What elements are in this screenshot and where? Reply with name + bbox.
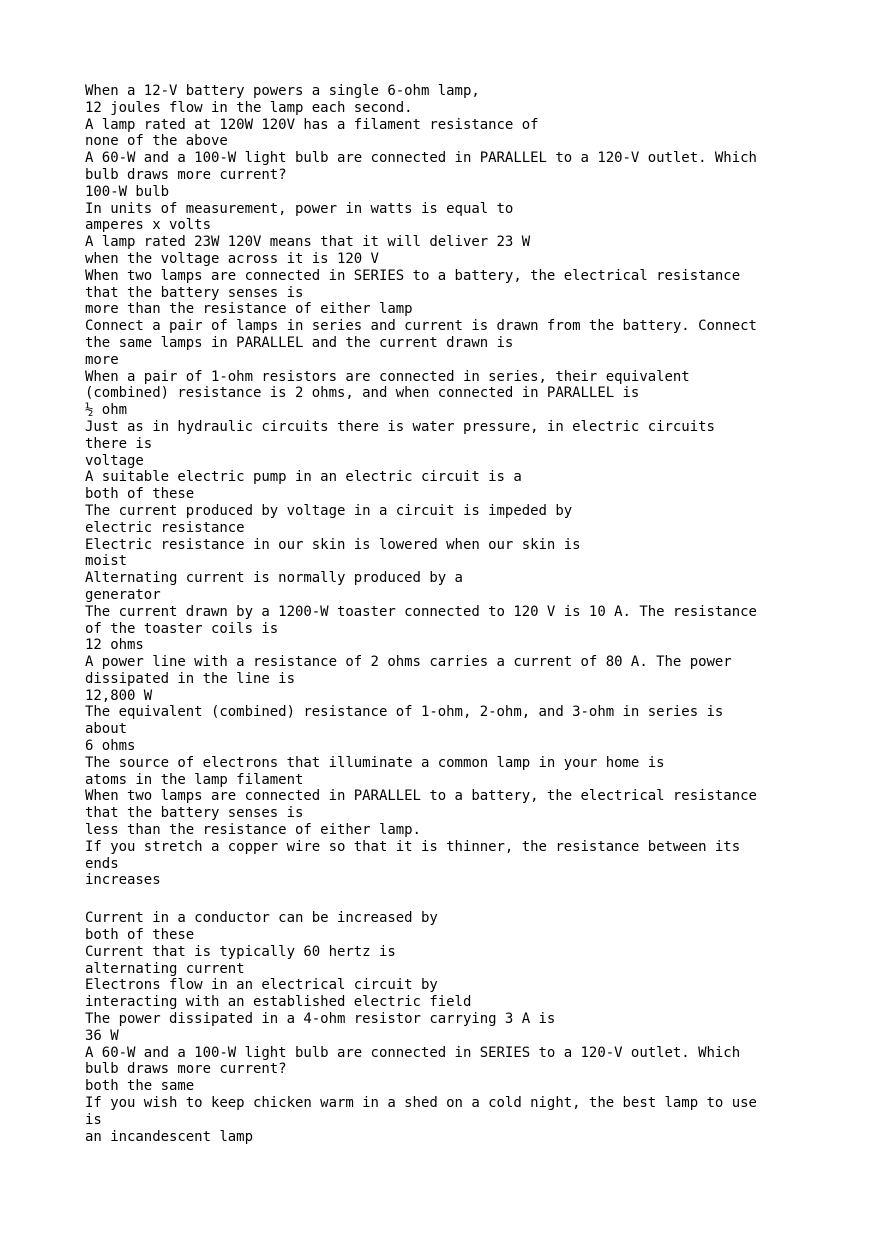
text-line: an incandescent lamp [85, 1128, 253, 1145]
text-line: A suitable electric pump in an electric circuit is a [85, 469, 522, 486]
text-line: Electric resistance in our skin is lowered when our skin is [85, 536, 581, 553]
text-line: A 60-W and a 100-W light bulb are connected in SERIES to a 120-V outlet. Which [85, 1044, 741, 1061]
text-line: interacting with an established electric field [85, 994, 472, 1011]
text-line: generator [85, 586, 161, 603]
text-line: atoms in the lamp filament [85, 771, 304, 788]
text-line: there is [85, 435, 153, 452]
qa-section-2 [85, 910, 805, 1145]
text-line: increases [85, 872, 161, 889]
text-line: Just as in hydraulic circuits there is water pressure, in electric circuits [85, 418, 715, 435]
text-line: In units of measurement, power in watts is equal to [85, 200, 514, 217]
text-line: bulb draws more current? [85, 1061, 287, 1078]
text-line: both of these [85, 486, 195, 503]
text-line: The source of electrons that illuminate a common lamp in your home is [85, 754, 665, 771]
text-line: A lamp rated 23W 120V means that it will deliver 23 W [85, 234, 531, 251]
text-line: dissipated in the line is [85, 670, 295, 687]
text-line: The power dissipated in a 4-ohm resistor carrying 3 A is [85, 1011, 556, 1028]
text-line: (combined) resistance is 2 ohms, and when connected in PARALLEL is [85, 385, 640, 402]
text-line: When two lamps are connected in PARALLEL to a battery, the electrical resistance [85, 788, 757, 805]
text-line: If you wish to keep chicken warm in a shed on a cold night, the best lamp to use [85, 1095, 757, 1112]
text-line: Current that is typically 60 hertz is [85, 943, 396, 960]
text-line: moist [85, 553, 127, 570]
text-line: Current in a conductor can be increased by [85, 910, 438, 927]
text-line: 12,800 W [85, 687, 153, 704]
text-line: The equivalent (combined) resistance of 1-ohm, 2-ohm, and 3-ohm in series is [85, 704, 724, 721]
text-line: The current produced by voltage in a circuit is impeded by [85, 502, 573, 519]
text-line: The current drawn by a 1200-W toaster connected to 120 V is 10 A. The resistance [85, 603, 757, 620]
text-line: less than the resistance of either lamp. [85, 822, 421, 839]
text-line: voltage [85, 452, 144, 469]
section-gap [85, 889, 805, 910]
text-line: When a pair of 1-ohm resistors are connected in series, their equivalent [85, 368, 690, 385]
text-line: about [85, 721, 127, 738]
qa-section-1 [85, 83, 805, 889]
text-line: that the battery senses is [85, 805, 304, 822]
text-line: 12 joules flow in the lamp each second. [85, 99, 413, 116]
text-line: 6 ohms [85, 738, 136, 755]
text-line: A power line with a resistance of 2 ohms carries a current of 80 A. The power [85, 654, 732, 671]
text-line: both of these [85, 927, 195, 944]
text-line: none of the above [85, 133, 228, 150]
text-line: bulb draws more current? [85, 166, 287, 183]
text-line: A 60-W and a 100-W light bulb are connected in PARALLEL to a 120-V outlet. Which [85, 150, 757, 167]
text-line: alternating current [85, 960, 245, 977]
text-line: both the same [85, 1078, 195, 1095]
text-line: more than the resistance of either lamp [85, 301, 413, 318]
text-line: more [85, 351, 119, 368]
text-line: of the toaster coils is [85, 620, 279, 637]
text-line: A lamp rated at 120W 120V has a filament resistance of [85, 116, 539, 133]
text-line: electric resistance [85, 519, 245, 536]
text-line: ½ ohm [85, 402, 127, 419]
text-line: If you stretch a copper wire so that it is thinner, the resistance between its [85, 838, 741, 855]
text-line: amperes x volts [85, 217, 211, 234]
text-line: Connect a pair of lamps in series and current is drawn from the battery. Connect [85, 318, 757, 335]
text-line: When two lamps are connected in SERIES to a battery, the electrical resistance [85, 267, 741, 284]
text-line: the same lamps in PARALLEL and the current drawn is [85, 334, 514, 351]
text-line: 12 ohms [85, 637, 144, 654]
text-line: 100-W bulb [85, 183, 169, 200]
text-line: Alternating current is normally produced by a [85, 570, 463, 587]
text-line: When a 12-V battery powers a single 6-ohm lamp, [85, 83, 480, 99]
text-line: ends [85, 855, 119, 872]
text-line: that the battery senses is [85, 284, 304, 301]
text-line: Electrons flow in an electrical circuit by [85, 977, 438, 994]
text-line: is [85, 1111, 102, 1128]
text-line: when the voltage across it is 120 V [85, 250, 379, 267]
text-line: 36 W [85, 1027, 119, 1044]
document-body [85, 83, 805, 1145]
